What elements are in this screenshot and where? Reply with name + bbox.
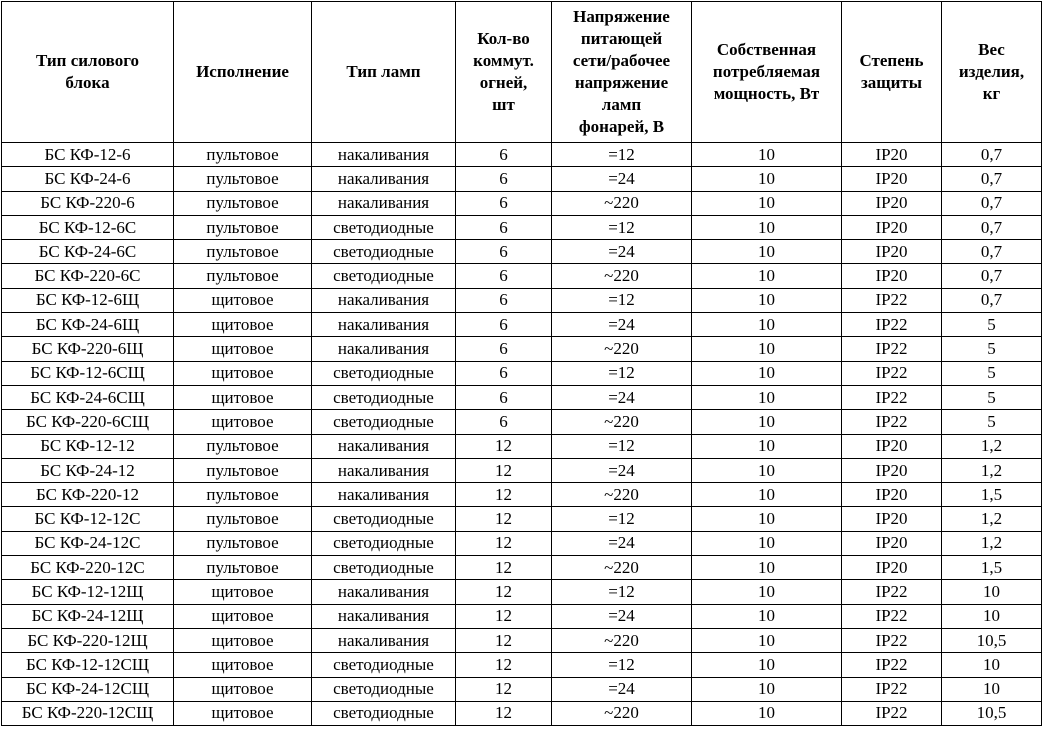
cell-design: пультовое (174, 483, 312, 507)
cell-light-count: 12 (456, 458, 552, 482)
cell-light-count: 12 (456, 507, 552, 531)
cell-light-count: 6 (456, 240, 552, 264)
cell-light-count: 12 (456, 531, 552, 555)
cell-protection: IP22 (842, 604, 942, 628)
table-row (2, 580, 1042, 604)
cell-weight: 5 (942, 385, 1042, 409)
cell-lamp-type: светодиодные (312, 385, 456, 409)
cell-voltage: ~220 (552, 483, 692, 507)
cell-lamp-type: накаливания (312, 628, 456, 652)
cell-design: пультовое (174, 191, 312, 215)
cell-unit-type: БС КФ-220-6 (2, 191, 174, 215)
cell-power: 10 (692, 483, 842, 507)
cell-lamp-type: накаливания (312, 604, 456, 628)
cell-unit-type: БС КФ-12-12Щ (2, 580, 174, 604)
table-body (2, 143, 1042, 726)
cell-design: щитовое (174, 385, 312, 409)
table-row (2, 337, 1042, 361)
cell-design: щитовое (174, 701, 312, 725)
cell-lamp-type: накаливания (312, 143, 456, 167)
cell-power: 10 (692, 531, 842, 555)
cell-design: щитовое (174, 628, 312, 652)
cell-protection: IP22 (842, 653, 942, 677)
cell-design: пультовое (174, 240, 312, 264)
header-lamp-type: Тип ламп (312, 2, 456, 143)
cell-design: щитовое (174, 410, 312, 434)
cell-power: 10 (692, 215, 842, 239)
cell-light-count: 6 (456, 143, 552, 167)
cell-voltage: =12 (552, 215, 692, 239)
cell-voltage: ~220 (552, 410, 692, 434)
cell-lamp-type: накаливания (312, 288, 456, 312)
cell-lamp-type: светодиодные (312, 677, 456, 701)
table-row (2, 361, 1042, 385)
cell-weight: 10 (942, 580, 1042, 604)
cell-design: пультовое (174, 143, 312, 167)
cell-protection: IP22 (842, 677, 942, 701)
cell-protection: IP22 (842, 361, 942, 385)
cell-lamp-type: накаливания (312, 483, 456, 507)
cell-unit-type: БС КФ-24-12 (2, 458, 174, 482)
table-row (2, 434, 1042, 458)
cell-light-count: 6 (456, 410, 552, 434)
cell-unit-type: БС КФ-220-12 (2, 483, 174, 507)
cell-weight: 1,5 (942, 483, 1042, 507)
cell-weight: 0,7 (942, 167, 1042, 191)
cell-light-count: 12 (456, 628, 552, 652)
cell-lamp-type: накаливания (312, 337, 456, 361)
cell-unit-type: БС КФ-24-12С (2, 531, 174, 555)
cell-unit-type: БС КФ-12-6 (2, 143, 174, 167)
cell-weight: 10 (942, 604, 1042, 628)
cell-weight: 0,7 (942, 191, 1042, 215)
cell-voltage: =12 (552, 361, 692, 385)
cell-voltage: =12 (552, 580, 692, 604)
cell-design: щитовое (174, 653, 312, 677)
cell-power: 10 (692, 361, 842, 385)
cell-protection: IP20 (842, 167, 942, 191)
table-row (2, 653, 1042, 677)
cell-voltage: =12 (552, 653, 692, 677)
cell-protection: IP22 (842, 580, 942, 604)
cell-lamp-type: светодиодные (312, 531, 456, 555)
cell-light-count: 12 (456, 580, 552, 604)
cell-light-count: 6 (456, 215, 552, 239)
cell-protection: IP22 (842, 337, 942, 361)
power-unit-spec-table (1, 1, 1042, 726)
cell-voltage: ~220 (552, 701, 692, 725)
cell-protection: IP22 (842, 313, 942, 337)
cell-light-count: 6 (456, 313, 552, 337)
cell-protection: IP22 (842, 288, 942, 312)
cell-design: щитовое (174, 337, 312, 361)
cell-power: 10 (692, 385, 842, 409)
header-design: Исполнение (174, 2, 312, 143)
cell-power: 10 (692, 313, 842, 337)
header-row (2, 2, 1042, 143)
cell-light-count: 6 (456, 385, 552, 409)
cell-power: 10 (692, 240, 842, 264)
cell-design: пультовое (174, 458, 312, 482)
cell-power: 10 (692, 434, 842, 458)
cell-weight: 10 (942, 677, 1042, 701)
table-row (2, 677, 1042, 701)
cell-design: пультовое (174, 434, 312, 458)
header-light-count: Кол-во коммут. огней, шт (456, 2, 552, 143)
cell-light-count: 12 (456, 434, 552, 458)
cell-lamp-type: накаливания (312, 434, 456, 458)
cell-power: 10 (692, 191, 842, 215)
cell-voltage: =12 (552, 507, 692, 531)
table-row (2, 483, 1042, 507)
cell-voltage: ~220 (552, 628, 692, 652)
cell-power: 10 (692, 507, 842, 531)
cell-unit-type: БС КФ-220-12С (2, 556, 174, 580)
table-row (2, 458, 1042, 482)
cell-weight: 1,2 (942, 531, 1042, 555)
cell-voltage: ~220 (552, 191, 692, 215)
cell-weight: 1,2 (942, 434, 1042, 458)
header-unit-type: Тип силового блока (2, 2, 174, 143)
table-row (2, 167, 1042, 191)
cell-lamp-type: светодиодные (312, 653, 456, 677)
cell-light-count: 12 (456, 604, 552, 628)
table-row (2, 410, 1042, 434)
cell-voltage: =12 (552, 288, 692, 312)
cell-light-count: 6 (456, 191, 552, 215)
cell-design: щитовое (174, 604, 312, 628)
cell-unit-type: БС КФ-220-12Щ (2, 628, 174, 652)
cell-voltage: =24 (552, 677, 692, 701)
cell-design: щитовое (174, 361, 312, 385)
cell-voltage: ~220 (552, 556, 692, 580)
cell-protection: IP20 (842, 264, 942, 288)
cell-weight: 1,2 (942, 507, 1042, 531)
table-row (2, 507, 1042, 531)
cell-unit-type: БС КФ-12-12С (2, 507, 174, 531)
cell-voltage: =24 (552, 167, 692, 191)
cell-power: 10 (692, 143, 842, 167)
cell-voltage: =24 (552, 458, 692, 482)
table-row (2, 313, 1042, 337)
cell-light-count: 12 (456, 556, 552, 580)
cell-voltage: ~220 (552, 337, 692, 361)
cell-unit-type: БС КФ-12-6С (2, 215, 174, 239)
cell-lamp-type: накаливания (312, 580, 456, 604)
header-voltage: Напряжение питающей сети/рабочее напряжение ламп фонарей, В (552, 2, 692, 143)
cell-lamp-type: накаливания (312, 313, 456, 337)
cell-weight: 5 (942, 361, 1042, 385)
table-row (2, 628, 1042, 652)
table-row (2, 531, 1042, 555)
cell-light-count: 12 (456, 483, 552, 507)
table-row (2, 191, 1042, 215)
cell-power: 10 (692, 628, 842, 652)
table-row (2, 264, 1042, 288)
cell-weight: 5 (942, 410, 1042, 434)
table-row (2, 701, 1042, 725)
cell-light-count: 6 (456, 288, 552, 312)
cell-unit-type: БС КФ-12-6Щ (2, 288, 174, 312)
cell-light-count: 6 (456, 337, 552, 361)
cell-unit-type: БС КФ-12-12СЩ (2, 653, 174, 677)
cell-design: пультовое (174, 507, 312, 531)
cell-lamp-type: светодиодные (312, 410, 456, 434)
cell-weight: 0,7 (942, 215, 1042, 239)
cell-unit-type: БС КФ-24-6С (2, 240, 174, 264)
cell-protection: IP20 (842, 143, 942, 167)
table-row (2, 215, 1042, 239)
cell-weight: 1,5 (942, 556, 1042, 580)
cell-unit-type: БС КФ-12-6СЩ (2, 361, 174, 385)
cell-light-count: 12 (456, 701, 552, 725)
table-row (2, 288, 1042, 312)
cell-weight: 5 (942, 337, 1042, 361)
cell-unit-type: БС КФ-220-6С (2, 264, 174, 288)
cell-protection: IP22 (842, 385, 942, 409)
cell-protection: IP20 (842, 531, 942, 555)
cell-design: щитовое (174, 313, 312, 337)
cell-voltage: =24 (552, 240, 692, 264)
cell-power: 10 (692, 167, 842, 191)
cell-design: щитовое (174, 580, 312, 604)
cell-power: 10 (692, 288, 842, 312)
cell-voltage: =24 (552, 604, 692, 628)
cell-weight: 0,7 (942, 264, 1042, 288)
cell-voltage: =24 (552, 531, 692, 555)
cell-unit-type: БС КФ-24-6Щ (2, 313, 174, 337)
cell-light-count: 12 (456, 677, 552, 701)
cell-design: пультовое (174, 264, 312, 288)
header-weight: Вес изделия, кг (942, 2, 1042, 143)
cell-voltage: =24 (552, 313, 692, 337)
cell-voltage: ~220 (552, 264, 692, 288)
cell-weight: 5 (942, 313, 1042, 337)
cell-lamp-type: светодиодные (312, 507, 456, 531)
cell-protection: IP20 (842, 240, 942, 264)
cell-unit-type: БС КФ-12-12 (2, 434, 174, 458)
cell-weight: 10 (942, 653, 1042, 677)
table-row (2, 604, 1042, 628)
cell-unit-type: БС КФ-220-6СЩ (2, 410, 174, 434)
cell-design: щитовое (174, 288, 312, 312)
cell-lamp-type: накаливания (312, 191, 456, 215)
cell-protection: IP20 (842, 215, 942, 239)
cell-protection: IP20 (842, 458, 942, 482)
cell-weight: 1,2 (942, 458, 1042, 482)
cell-protection: IP22 (842, 701, 942, 725)
cell-unit-type: БС КФ-24-6СЩ (2, 385, 174, 409)
cell-unit-type: БС КФ-24-12Щ (2, 604, 174, 628)
cell-design: пультовое (174, 167, 312, 191)
cell-power: 10 (692, 458, 842, 482)
cell-unit-type: БС КФ-220-12СЩ (2, 701, 174, 725)
table-row (2, 385, 1042, 409)
cell-protection: IP22 (842, 410, 942, 434)
cell-power: 10 (692, 701, 842, 725)
cell-weight: 10,5 (942, 628, 1042, 652)
cell-unit-type: БС КФ-220-6Щ (2, 337, 174, 361)
cell-power: 10 (692, 604, 842, 628)
cell-protection: IP22 (842, 628, 942, 652)
cell-protection: IP20 (842, 556, 942, 580)
cell-lamp-type: светодиодные (312, 361, 456, 385)
cell-lamp-type: светодиодные (312, 264, 456, 288)
cell-voltage: =12 (552, 143, 692, 167)
cell-design: пультовое (174, 215, 312, 239)
cell-protection: IP20 (842, 191, 942, 215)
cell-power: 10 (692, 653, 842, 677)
cell-unit-type: БС КФ-24-6 (2, 167, 174, 191)
cell-lamp-type: накаливания (312, 458, 456, 482)
table-row (2, 240, 1042, 264)
cell-design: пультовое (174, 531, 312, 555)
cell-lamp-type: накаливания (312, 167, 456, 191)
cell-light-count: 6 (456, 361, 552, 385)
cell-protection: IP20 (842, 483, 942, 507)
cell-unit-type: БС КФ-24-12СЩ (2, 677, 174, 701)
cell-lamp-type: светодиодные (312, 240, 456, 264)
cell-light-count: 12 (456, 653, 552, 677)
cell-design: пультовое (174, 556, 312, 580)
cell-power: 10 (692, 556, 842, 580)
cell-lamp-type: светодиодные (312, 215, 456, 239)
cell-weight: 0,7 (942, 288, 1042, 312)
cell-design: щитовое (174, 677, 312, 701)
cell-power: 10 (692, 677, 842, 701)
cell-voltage: =24 (552, 385, 692, 409)
table-row (2, 556, 1042, 580)
header-protection: Степень защиты (842, 2, 942, 143)
cell-power: 10 (692, 580, 842, 604)
cell-weight: 0,7 (942, 240, 1042, 264)
cell-light-count: 6 (456, 264, 552, 288)
cell-lamp-type: светодиодные (312, 556, 456, 580)
cell-voltage: =12 (552, 434, 692, 458)
cell-protection: IP20 (842, 507, 942, 531)
cell-power: 10 (692, 410, 842, 434)
cell-weight: 10,5 (942, 701, 1042, 725)
cell-protection: IP20 (842, 434, 942, 458)
cell-light-count: 6 (456, 167, 552, 191)
cell-power: 10 (692, 264, 842, 288)
table-row (2, 143, 1042, 167)
header-power: Собственная потребляемая мощность, Вт (692, 2, 842, 143)
cell-power: 10 (692, 337, 842, 361)
cell-lamp-type: светодиодные (312, 701, 456, 725)
cell-weight: 0,7 (942, 143, 1042, 167)
